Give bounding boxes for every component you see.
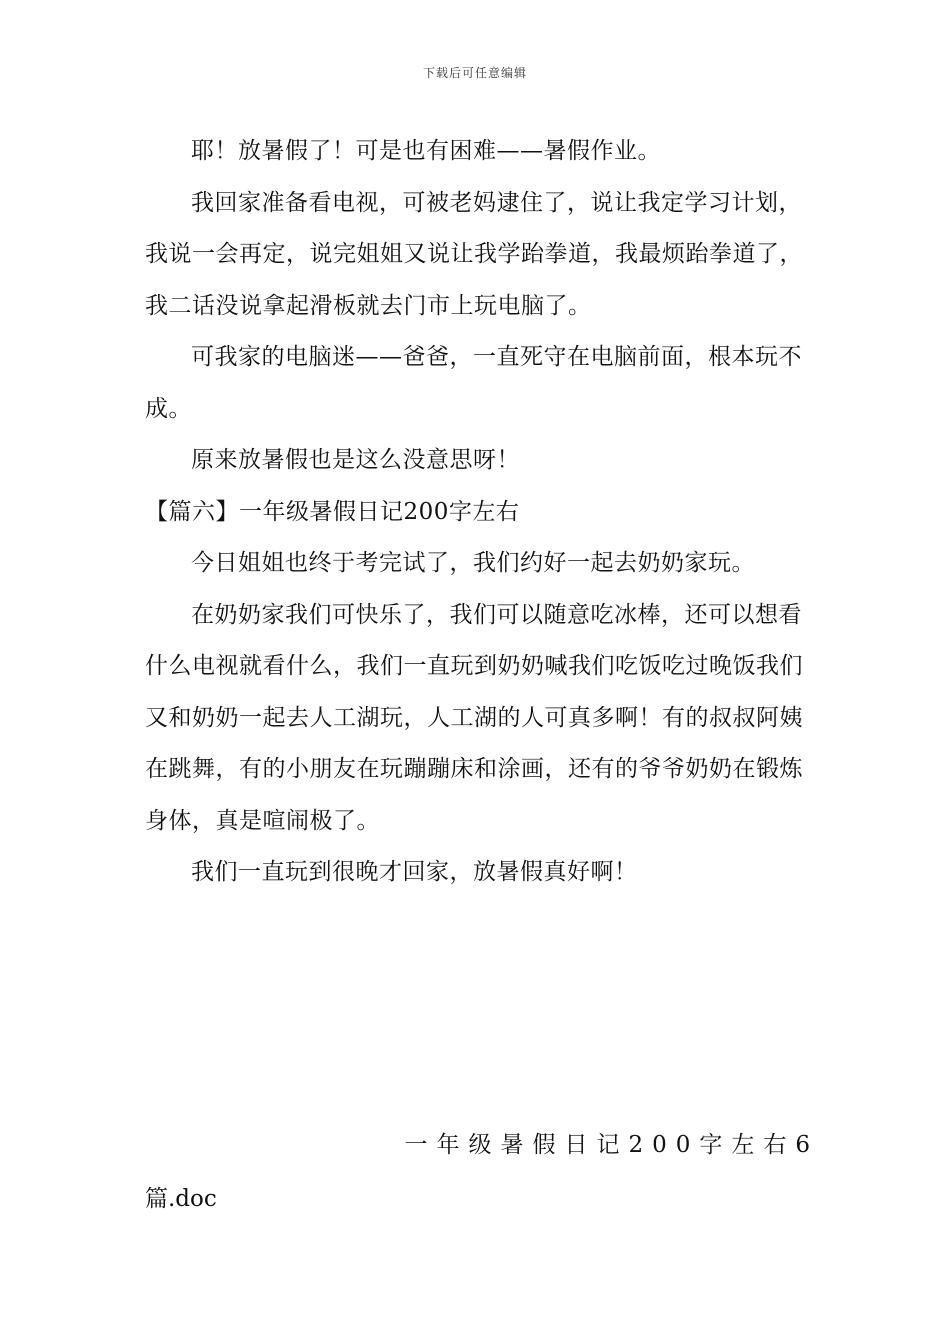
paragraph: 原来放暑假也是这么没意思呀！ bbox=[191, 447, 520, 473]
paragraph: 可我家的电脑迷——爸爸，一直死守在电脑前面，根本玩不成。 bbox=[145, 344, 802, 422]
document-body bbox=[145, 126, 810, 899]
section-heading: 【篇六】一年级暑假日记200字左右 bbox=[145, 498, 520, 525]
footer-document-title bbox=[145, 1118, 819, 1226]
paragraph: 今日姐姐也终于考完试了，我们约好一起去奶奶家玩。 bbox=[191, 550, 755, 576]
paragraph: 我回家准备看电视，可被老妈逮住了，说让我定学习计划，我说一会再定，说完姐姐又说让我学跆拳道，我最烦跆拳道了，我二话没说拿起滑板就去门市上玩电脑了。 bbox=[145, 189, 803, 319]
paragraph: 耶！放暑假了！可是也有困难——暑假作业。 bbox=[191, 138, 661, 164]
paragraph: 我们一直玩到很晚才回家，放暑假真好啊！ bbox=[191, 859, 638, 885]
paragraph: 在奶奶家我们可快乐了，我们可以随意吃冰棒，还可以想看什么电视就看什么，我们一直玩到奶奶喊我们吃饭吃过晚饭我们又和奶奶一起去人工湖玩，人工湖的人可真多啊！有的叔叔阿姨在跳舞，有的小朋友在玩蹦蹦床和涂画，还有的爷爷奶奶在锻炼身体，真是喧闹极了。 bbox=[145, 601, 803, 834]
header-note: 下载后可任意编辑 bbox=[422, 66, 527, 80]
footer-title-line2: 篇.doc bbox=[145, 1186, 217, 1212]
footer-title-line1: 一年级暑假日记200字左右6 bbox=[404, 1132, 819, 1158]
